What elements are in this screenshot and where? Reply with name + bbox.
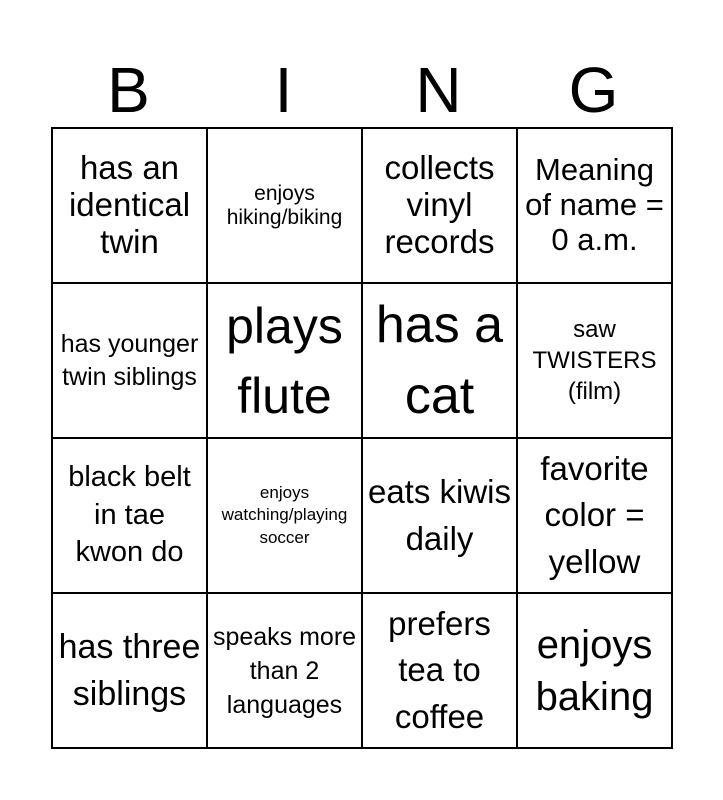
bingo-cell[interactable]: favorite color = yellow [517, 438, 672, 593]
header-letter-n: N [415, 54, 462, 126]
bingo-cell[interactable]: enjoys hiking/biking [207, 128, 362, 283]
bingo-cell[interactable]: has three siblings [52, 593, 207, 748]
board-row [52, 593, 672, 748]
bingo-cell[interactable]: plays flute [207, 283, 362, 438]
bingo-cell[interactable]: has an identical twin [52, 128, 207, 283]
bingo-cell[interactable]: has a cat [362, 283, 517, 438]
board-row [52, 438, 672, 593]
header-letter-g: G [568, 54, 619, 126]
bingo-cell[interactable]: collects vinyl records [362, 128, 517, 283]
bingo-cell[interactable]: enjoys baking [517, 593, 672, 748]
header-letter-i: I [274, 54, 293, 126]
bingo-cell[interactable]: saw TWISTERS (film) [517, 283, 672, 438]
bingo-board [51, 127, 673, 749]
bingo-cell[interactable]: black belt in tae kwon do [52, 438, 207, 593]
bingo-cell[interactable]: enjoys watching/playing soccer [207, 438, 362, 593]
header-letter-b: B [107, 54, 150, 126]
bingo-cell[interactable]: prefers tea to coffee [362, 593, 517, 748]
board-row [52, 283, 672, 438]
bingo-cell[interactable]: eats kiwis daily [362, 438, 517, 593]
bingo-header [51, 52, 671, 128]
bingo-cell[interactable]: has younger twin siblings [52, 283, 207, 438]
board-row [52, 128, 672, 283]
bingo-cell[interactable]: speaks more than 2 languages [207, 593, 362, 748]
bingo-cell[interactable]: Meaning of name = 0 a.m. [517, 128, 672, 283]
